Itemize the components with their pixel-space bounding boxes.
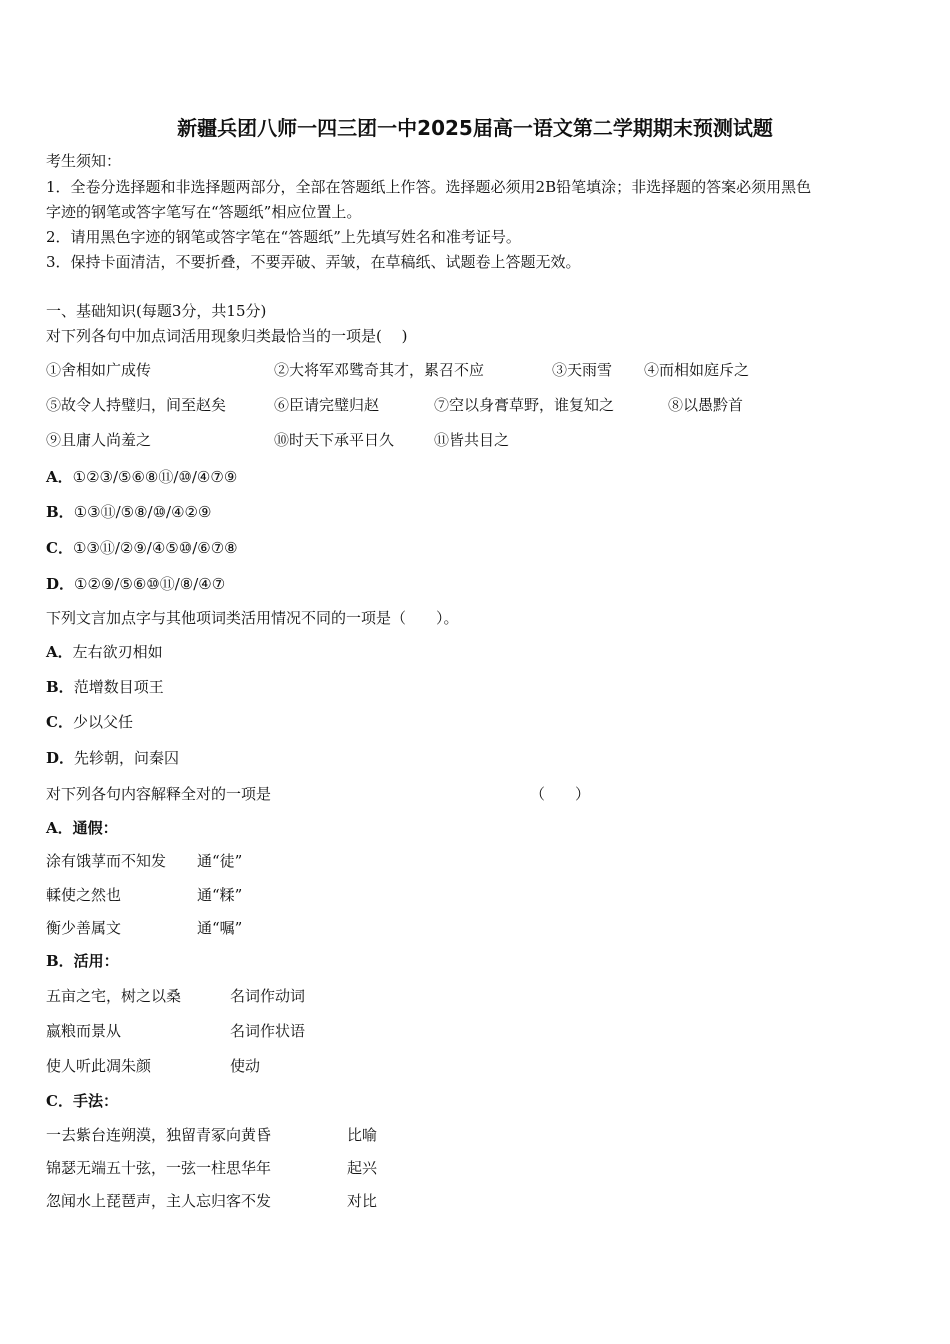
q3-note: 使动 [230, 1057, 261, 1075]
option-text: ①③⑪/⑤⑧/⑩/④②⑨ [73, 503, 212, 521]
q3-note: 起兴 [347, 1159, 378, 1177]
q3-sentence: 輮使之然也 [46, 886, 122, 904]
q3-note: 通“嘱” [197, 919, 243, 937]
question-1-stem: 对下列各句中加点词活用现象归类最恰当的一项是( ) [46, 327, 408, 345]
option-letter: B． [46, 678, 74, 696]
question-2-stem: 下列文言加点字与其他项词类活用情况不同的一项是（ ）。 [46, 609, 459, 627]
q1-option-c[interactable] [46, 538, 238, 558]
q1-item: ①舍相如广成传 [46, 361, 152, 379]
option-letter: B． [46, 503, 74, 521]
q1-item: ⑩时天下承平日久 [274, 431, 395, 449]
option-letter: A． [46, 643, 73, 661]
q3-sentence: 忽闻水上琵琶声，主人忘归客不发 [46, 1192, 272, 1210]
option-text: 先轸朝，问秦囚 [74, 749, 180, 767]
q1-item: ⑤故令人持璧归，间至赵矣 [46, 396, 227, 414]
q2-option-b[interactable] [46, 677, 164, 697]
q1-option-b[interactable] [46, 502, 211, 522]
q1-item: ⑧以愚黔首 [668, 396, 744, 414]
q3-note: 对比 [347, 1192, 378, 1210]
notice-item: 3．保持卡面清洁，不要折叠，不要弄破、弄皱，在草稿纸、试题卷上答题无效。 [46, 253, 581, 271]
q3-sentence: 五亩之宅，树之以桑 [46, 987, 182, 1005]
q1-option-a[interactable] [46, 467, 237, 487]
q1-item: ⑨且庸人尚羞之 [46, 431, 152, 449]
q3-note: 名词作动词 [230, 987, 306, 1005]
answer-paren: （ ） [530, 785, 591, 803]
option-text: ①②③/⑤⑥⑧⑪/⑩/④⑦⑨ [72, 468, 238, 486]
q1-item: ⑦空以身膏草野，谁复知之 [434, 396, 615, 414]
q1-item: ④而相如庭斥之 [644, 361, 750, 379]
option-text: ①③⑪/②⑨/④⑤⑩/⑥⑦⑧ [72, 539, 238, 557]
q3-sentence: 涂有饿莩而不知发 [46, 852, 167, 870]
q2-option-a[interactable] [46, 642, 163, 662]
q1-option-d[interactable] [46, 574, 225, 594]
q3-sentence: 嬴粮而景从 [46, 1022, 122, 1040]
q3-sentence: 衡少善属文 [46, 919, 122, 937]
option-text: 少以父任 [72, 713, 133, 731]
option-text: 左右欲刃相如 [72, 643, 163, 661]
notice-item: 2．请用黑色字迹的钢笔或答字笔在“答题纸”上先填写姓名和准考证号。 [46, 228, 521, 246]
q1-item: ②大将军邓骘奇其才，累召不应 [274, 361, 485, 379]
option-text: 范增数目项王 [73, 678, 164, 696]
option-letter: C． [46, 539, 73, 557]
q2-option-c[interactable] [46, 712, 133, 732]
question-3-stem: 对下列各句内容解释全对的一项是 [46, 785, 272, 803]
option-letter: D． [46, 575, 75, 593]
q3-group-a-label: A．通假： [46, 819, 118, 837]
section-heading: 一、基础知识(每题3分，共15分) [46, 302, 267, 320]
q3-sentence: 锦瑟无端五十弦，一弦一柱思华年 [46, 1159, 272, 1177]
q3-note: 通“徒” [197, 852, 243, 870]
option-letter: C． [46, 713, 73, 731]
q3-group-b-label: B．活用： [46, 952, 119, 970]
notice-item: 1．全卷分选择题和非选择题两部分，全部在答题纸上作答。选择题必须用2B铅笔填涂；非选择题的答案必须用黑色 [46, 178, 812, 196]
q1-item: ⑥臣请完璧归赵 [274, 396, 380, 414]
q1-item: ⑪皆共目之 [434, 431, 510, 449]
option-letter: D． [46, 749, 75, 767]
q3-note: 通“糅” [197, 886, 243, 904]
q1-item: ③天雨雪 [552, 361, 613, 379]
q3-note: 名词作状语 [230, 1022, 306, 1040]
notice-heading: 考生须知： [46, 152, 122, 170]
option-text: ①②⑨/⑤⑥⑩⑪/⑧/④⑦ [74, 575, 226, 593]
q2-option-d[interactable] [46, 748, 179, 768]
page-title: 新疆兵团八师一四三团一中2025届高一语文第二学期期末预测试题 [177, 116, 773, 140]
q3-note: 比喻 [347, 1126, 378, 1144]
q3-sentence: 使人听此凋朱颜 [46, 1057, 152, 1075]
notice-item: 字迹的钢笔或答字笔写在“答题纸”相应位置上。 [46, 203, 362, 221]
option-letter: A． [46, 468, 73, 486]
q3-sentence: 一去紫台连朔漠，独留青冢向黄昏 [46, 1126, 272, 1144]
q3-group-c-label: C．手法： [46, 1092, 118, 1110]
